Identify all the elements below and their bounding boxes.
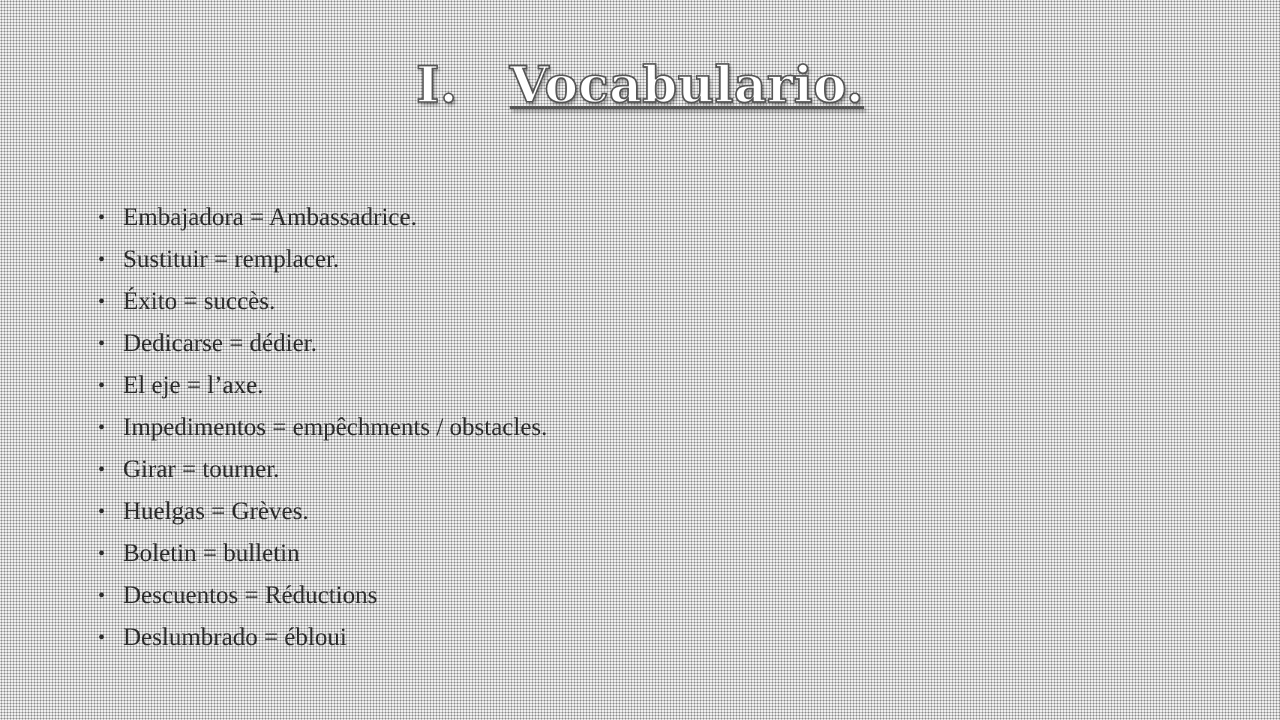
bullet-dot-icon: •	[98, 333, 106, 355]
list-item-text: Sustituir = remplacer.	[123, 246, 340, 273]
list-item	[98, 239, 547, 281]
list-item-text: Embajadora = Ambassadrice.	[123, 204, 417, 231]
list-item	[98, 365, 547, 407]
bullet-dot-icon: •	[98, 627, 106, 649]
list-item	[98, 281, 547, 323]
list-item	[98, 575, 547, 617]
title-number: I.	[415, 55, 458, 114]
bullet-dot-icon: •	[98, 249, 106, 271]
list-item-text: Impedimentos = empêchments / obstacles.	[123, 414, 548, 441]
bullet-dot-icon: •	[98, 291, 106, 313]
bullet-dot-icon: •	[98, 417, 106, 439]
list-item-text: Deslumbrado = ébloui	[123, 624, 347, 651]
list-item	[98, 491, 547, 533]
bullet-dot-icon: •	[98, 585, 106, 607]
list-item	[98, 449, 547, 491]
vocabulary-list	[98, 197, 547, 659]
list-item-text: Éxito = succès.	[123, 288, 276, 315]
bullet-dot-icon: •	[98, 543, 106, 565]
list-item	[98, 617, 547, 659]
list-item	[98, 533, 547, 575]
bullet-dot-icon: •	[98, 207, 106, 229]
list-item	[98, 407, 547, 449]
list-item-text: Girar = tourner.	[123, 456, 280, 483]
bullet-dot-icon: •	[98, 375, 106, 397]
list-item-text: Huelgas = Grèves.	[123, 498, 309, 525]
list-item-text: Dedicarse = dédier.	[123, 330, 317, 357]
bullet-dot-icon: •	[98, 501, 106, 523]
list-item-text: El eje = l’axe.	[123, 372, 264, 399]
title-text: Vocabulario.	[509, 55, 865, 114]
list-item	[98, 323, 547, 365]
bullet-dot-icon: •	[98, 459, 106, 481]
slide-title	[0, 50, 1280, 120]
list-item-text: Descuentos = Réductions	[123, 582, 378, 609]
list-item	[98, 197, 547, 239]
list-item-text: Boletin = bulletin	[123, 540, 300, 567]
